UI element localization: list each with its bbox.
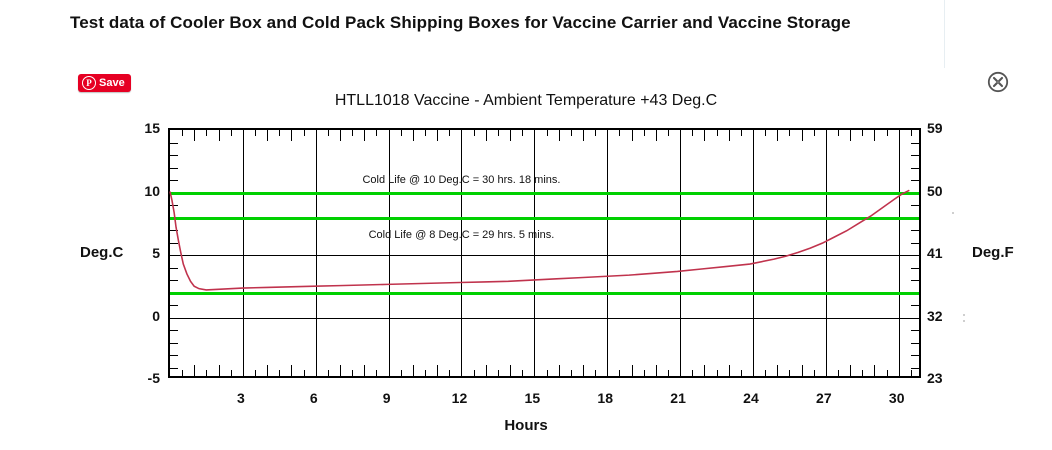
expand-icon[interactable] xyxy=(986,70,1010,94)
decorative-dot xyxy=(963,320,965,322)
y-tick-label-right: 23 xyxy=(927,370,943,386)
save-button-label: Save xyxy=(99,77,125,89)
x-tick-label: 9 xyxy=(382,390,391,406)
y-tick-label-left: 5 xyxy=(152,245,160,261)
x-tick-label: 30 xyxy=(888,390,905,406)
chart-annotation: Cold Life @ 10 Deg.C = 30 hrs. 18 mins. xyxy=(362,174,561,186)
chart xyxy=(0,92,1052,442)
y-tick-label-left: -5 xyxy=(147,370,160,386)
x-tick-label: 12 xyxy=(451,390,468,406)
x-tick-label: 24 xyxy=(743,390,759,406)
x-tick-label: 15 xyxy=(524,390,541,406)
y-tick-label-left: 10 xyxy=(144,182,160,199)
x-tick-label: 18 xyxy=(597,390,614,406)
y-tick-label-right: 59 xyxy=(927,120,943,136)
y-axis-title-right: Deg.F xyxy=(972,244,1014,261)
decorative-dot xyxy=(963,314,965,316)
y-tick-label-right: 41 xyxy=(927,245,943,261)
plot-area xyxy=(168,128,921,378)
y-axis-title-left: Deg.C xyxy=(80,244,124,261)
decorative-dot xyxy=(952,212,954,214)
x-tick-label: 3 xyxy=(236,390,245,406)
chart-annotation: Cold Life @ 8 Deg.C = 29 hrs. 5 mins. xyxy=(368,229,555,241)
chart-title: HTLL1018 Vaccine - Ambient Temperature +43 Deg.C xyxy=(334,92,718,109)
series-line-vaccine xyxy=(170,190,909,290)
series-layer xyxy=(170,130,919,376)
y-tick-label-left: 15 xyxy=(144,120,160,136)
x-tick-label: 21 xyxy=(670,390,686,406)
pinterest-save-button[interactable] xyxy=(78,74,131,92)
x-tick-label: 6 xyxy=(309,390,318,406)
divider xyxy=(944,0,945,68)
y-tick-label-right: 32 xyxy=(927,307,943,324)
x-tick-label: 27 xyxy=(816,390,832,406)
pinterest-icon: P xyxy=(82,76,96,90)
y-tick-label-right: 50 xyxy=(927,182,943,199)
x-axis-title: Hours xyxy=(504,417,548,434)
page-title: Test data of Cooler Box and Cold Pack Shipping Boxes for Vaccine Carrier and Vaccine Storage xyxy=(70,13,851,32)
y-tick-label-left: 0 xyxy=(152,307,160,324)
